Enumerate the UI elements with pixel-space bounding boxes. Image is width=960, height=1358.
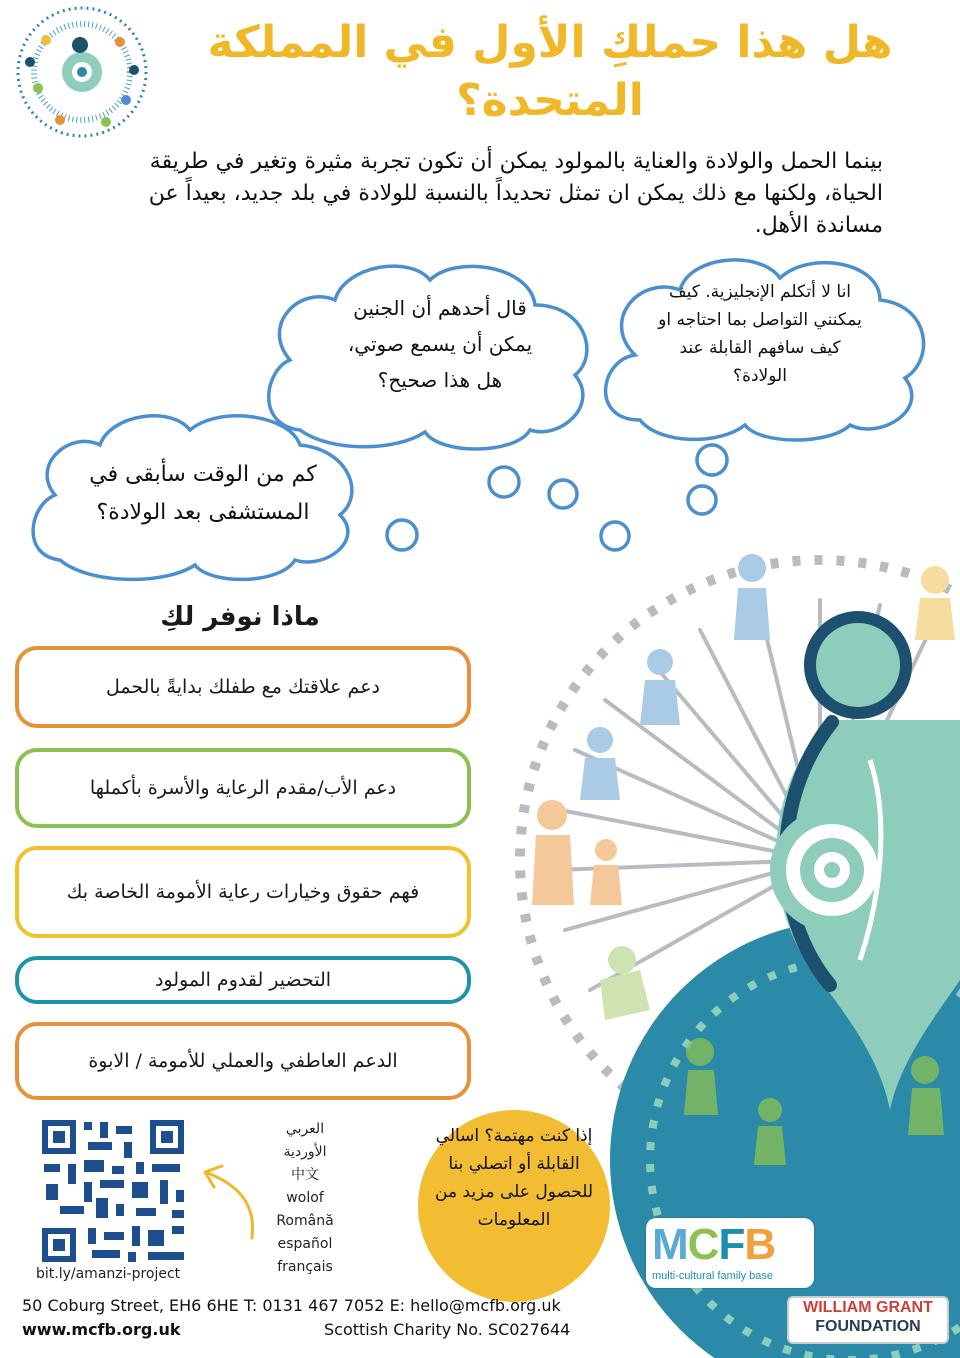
offer-item-label: دعم الأب/مقدم الرعاية والأسرة بأكملها: [89, 777, 397, 799]
offers-title: ماذا نوفر لكِ: [160, 602, 320, 632]
language-item: français: [277, 1259, 333, 1275]
mcfb-logo: [646, 1218, 814, 1288]
bubble-hospital-stay-question: كم من الوقت سأبقى في المستشفى بعد الولادة؟: [89, 462, 317, 525]
arrow-icon: [205, 1166, 253, 1238]
page-title: هل هذا حملكِ الأول في المملكة المتحدة؟: [207, 17, 893, 126]
qr-code[interactable]: [40, 1118, 188, 1266]
offer-item-family-support: [15, 748, 471, 828]
offer-item-maternity-rights: [15, 846, 471, 938]
offer-item-label: فهم حقوق وخيارات رعاية الأمومة الخاصة بك: [66, 881, 420, 903]
offer-item-emotional-support: [15, 1022, 471, 1100]
footer-website-link[interactable]: www.mcfb.org.uk: [22, 1320, 181, 1339]
offer-item-label: دعم علاقتك مع طفلك بدايةً بالحمل: [106, 676, 380, 698]
language-item: العربي: [285, 1121, 325, 1137]
mcfb-emblem-logo: [18, 8, 146, 136]
footer-address: 50 Coburg Street, EH6 6HE T: 0131 467 7052 E: hello@mcfb.org.uk: [22, 1296, 561, 1315]
language-item: español: [277, 1236, 333, 1252]
offer-item-preparation: [15, 956, 471, 1004]
offer-item-label: الدعم العاطفي والعملي للأمومة / الابوة: [88, 1050, 398, 1072]
intro-paragraph: بينما الحمل والولادة والعناية بالمولود يمكن أن تكون تجربة مثيرة وتغير في طريقة الحياة، ولكنها مع ذلك يمكن ان تمثل تحديداً بالنسبة للولادة في بلد جديد، بعيداً عن مساندة الأهل.: [148, 149, 883, 238]
bubble-language-question: انا لا أتكلم الإنجليزية. كيف يمكنني التواصل بما احتاجه او كيف سافهم القابلة عند الولادة؟: [658, 282, 862, 386]
bubble-baby-hearing-question: قال أحدهم أن الجنين يمكن أن يسمع صوتي، هل هذا صحيح؟: [347, 296, 533, 392]
offer-item-bonding: [15, 646, 471, 728]
william-grant-foundation-logo: [787, 1296, 949, 1344]
mcfb-letter-c: C: [687, 1220, 719, 1269]
language-item: wolof: [286, 1190, 324, 1206]
mcfb-letter-b: B: [744, 1220, 776, 1269]
footer-charity-number: Scottish Charity No. SC027644: [324, 1320, 571, 1339]
offer-item-label: التحضير لقدوم المولود: [154, 969, 332, 991]
language-item: الأوردية: [283, 1144, 327, 1160]
mcfb-letter-f: F: [718, 1220, 745, 1269]
thought-dots: [387, 445, 727, 550]
mcfb-logo-letters: [652, 1220, 775, 1270]
mcfb-logo-subtitle: multi-cultural family base: [652, 1270, 774, 1282]
wgf-line2: FOUNDATION: [815, 1318, 921, 1335]
mcfb-letter-m: M: [652, 1220, 688, 1269]
language-item: 中文: [291, 1167, 319, 1183]
qr-link[interactable]: bit.ly/amanzi-project: [36, 1266, 181, 1282]
contact-circle-text: إذا كنت مهتمة؟ اسالي القابلة أو اتصلي بنا للحصول على مزيد من المعلومات: [435, 1126, 593, 1230]
wgf-line1: WILLIAM GRANT: [803, 1299, 933, 1316]
language-item: Română: [276, 1213, 334, 1229]
language-list: [262, 1118, 348, 1279]
